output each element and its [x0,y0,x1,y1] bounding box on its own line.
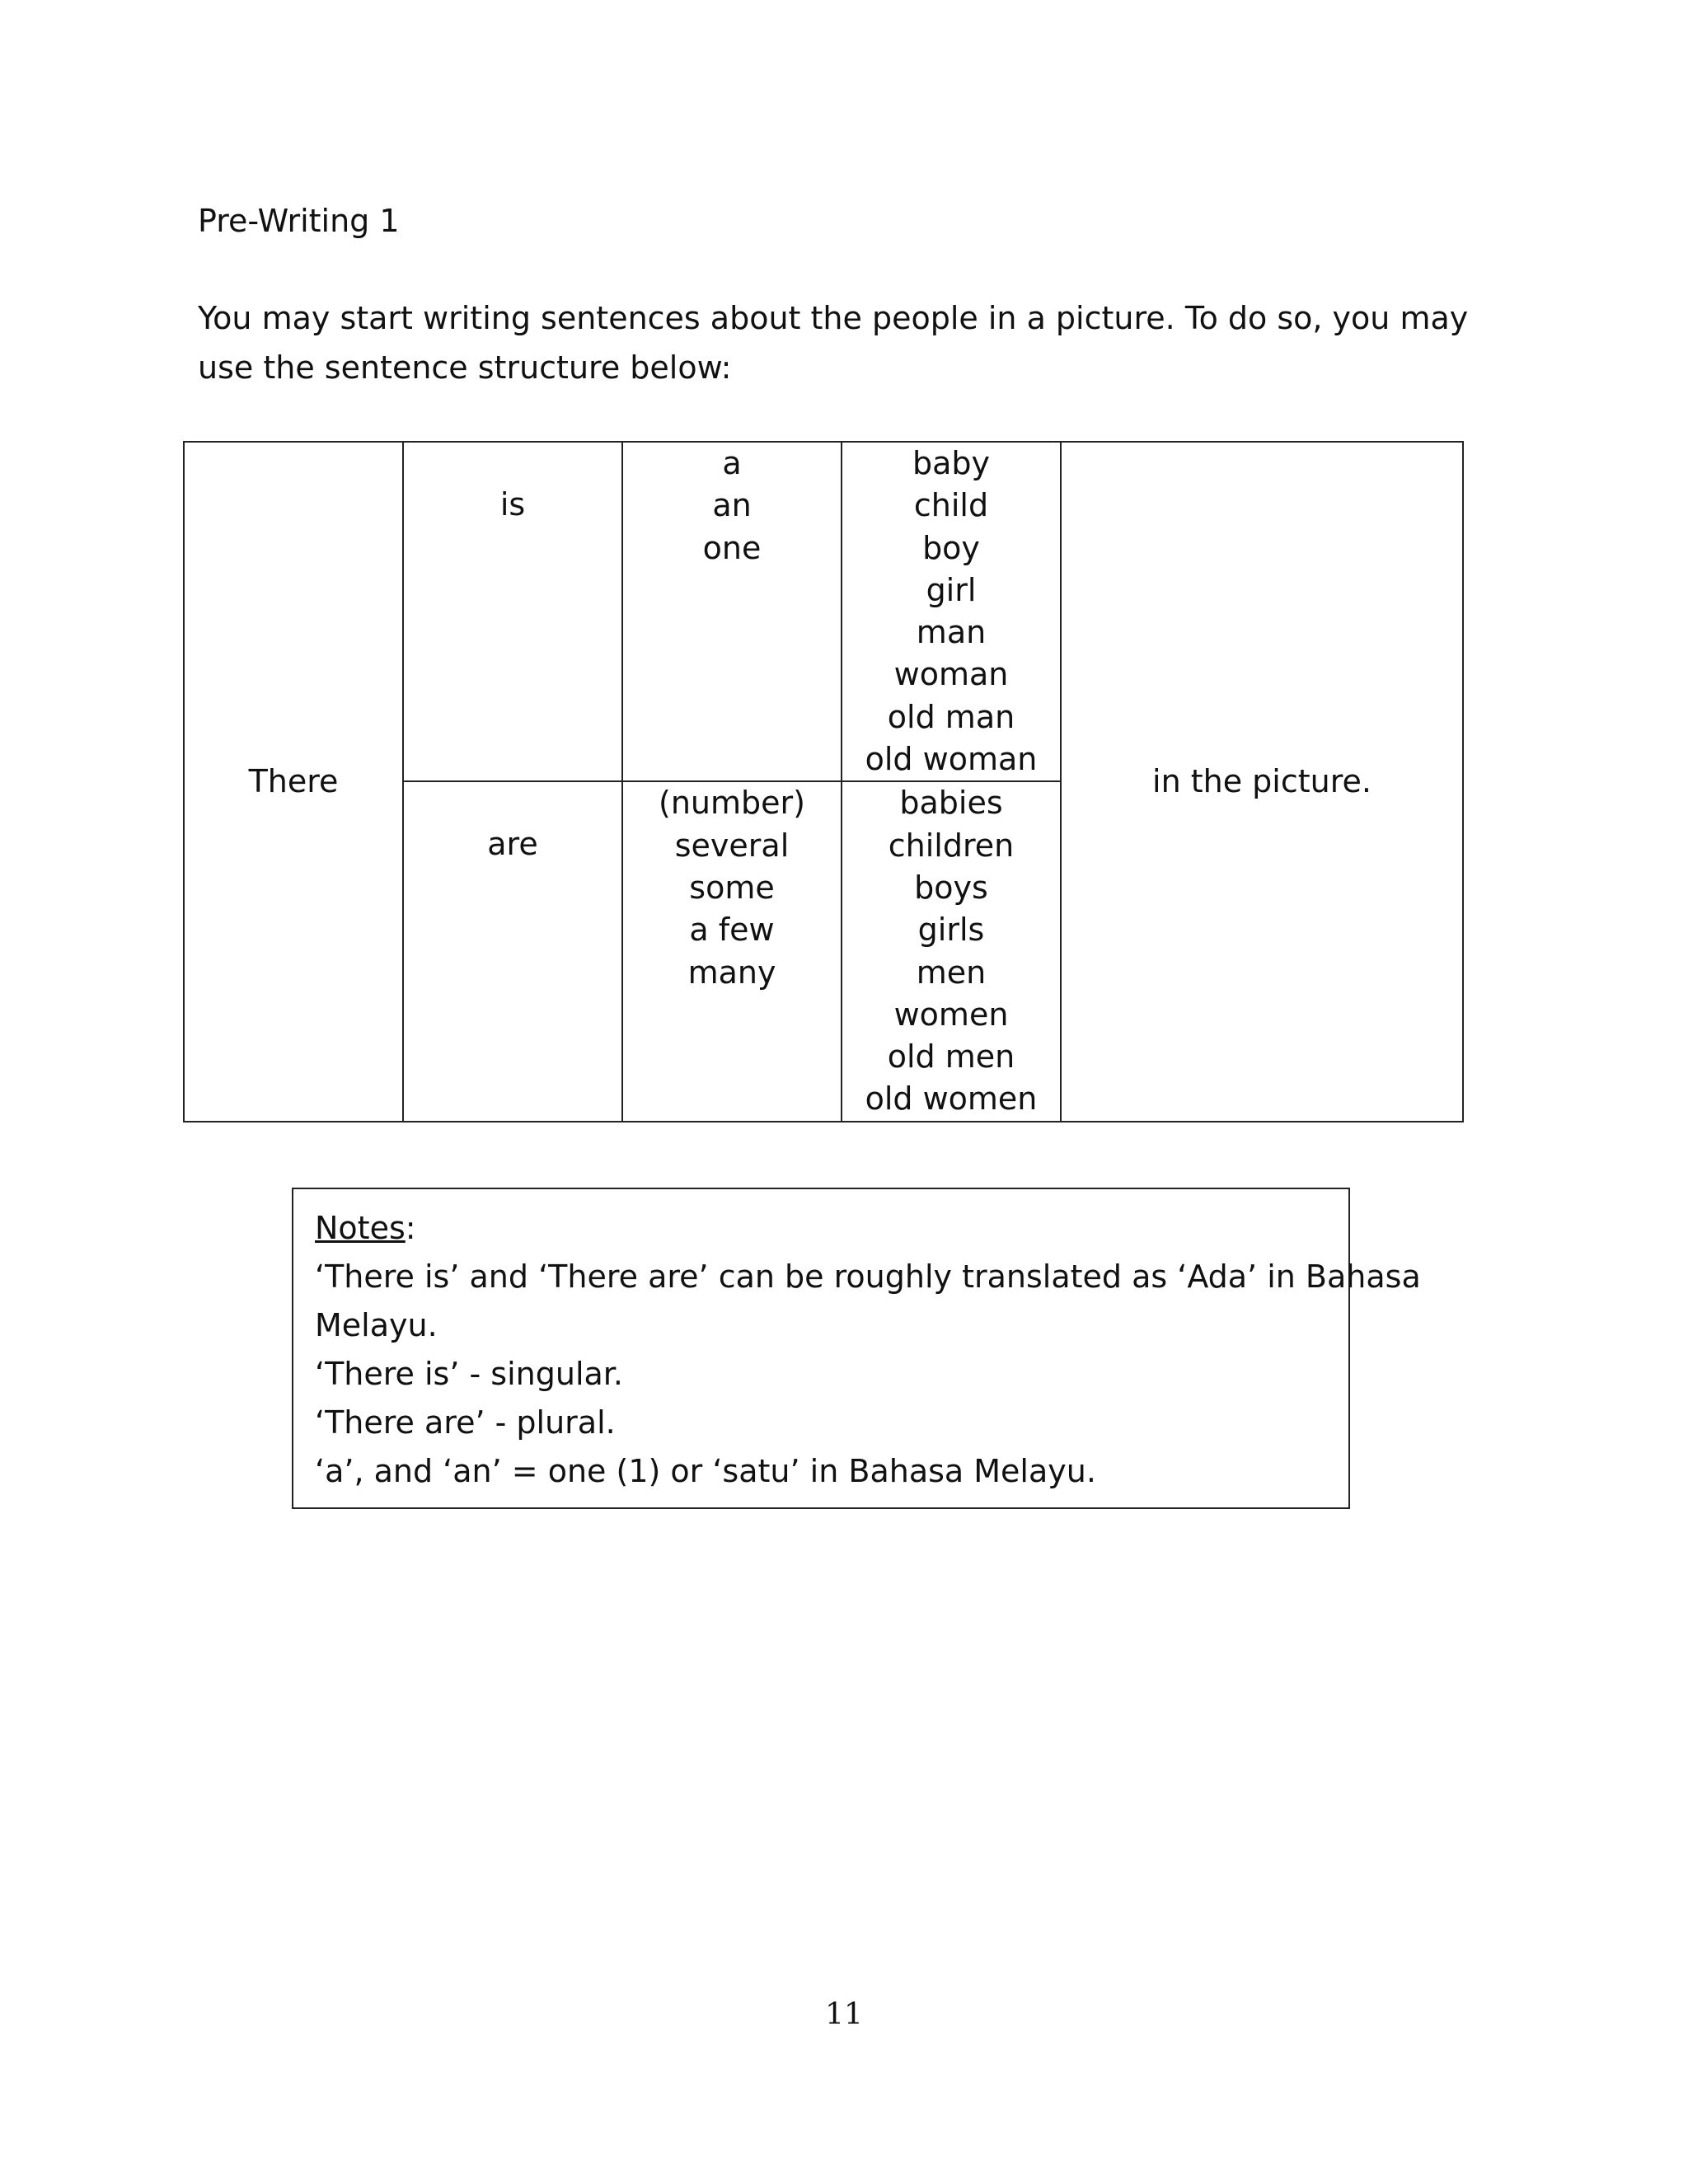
noun-item: girls [917,912,985,949]
noun-item: babies [899,785,1003,822]
verb-cell-plural [403,781,622,1121]
verb-is: is [499,486,526,523]
singular-row [184,442,1463,781]
noun-item: old men [887,1038,1015,1076]
notes-line: ‘There are’ - plural. [315,1404,616,1441]
noun-item: boy [922,529,980,566]
determiner-item: one [702,529,762,566]
notes-title-colon: : [405,1210,416,1246]
determiner-item: a few [689,912,775,949]
notes-heading [315,1204,1329,1253]
verb-cell-singular [403,442,622,781]
noun-item: old man [887,698,1015,735]
noun-item: men [916,954,987,991]
verb-are: are [487,826,538,863]
noun-item: child [913,487,989,524]
ending-cell [1061,442,1463,1122]
notes-line: ‘There is’ - singular. [315,1356,624,1392]
noun-item: children [888,827,1015,864]
notes-line: Melayu. [315,1307,438,1343]
page-heading: Pre-Writing 1 [198,203,400,239]
sentence-structure-table [183,441,1464,1122]
noun-item: old woman [865,741,1038,778]
notes-line: ‘There is’ and ‘There are’ can be roughly translated as ‘Ada’ in Bahasa [315,1258,1421,1295]
notes-box [292,1188,1421,1509]
page-number: 11 [825,1998,863,2032]
noun-item: baby [912,445,991,481]
determiner-item: (number) [659,785,805,822]
determiner-cell-plural [622,781,842,1121]
noun-item: woman [893,656,1009,693]
noun-item: girl [926,571,977,608]
subject-word: There [248,762,339,799]
subject-cell [184,442,403,1122]
determiner-cell-singular [622,442,842,781]
noun-cell-plural [842,781,1061,1121]
notes-line: ‘a’, and ‘an’ = one (1) or ‘satu’ in Bahasa Melayu. [315,1453,1096,1489]
noun-item: old women [865,1080,1038,1118]
noun-item: women [893,996,1009,1033]
notes-title: Notes [315,1210,406,1246]
determiner-item: some [689,869,775,906]
determiner-item: several [674,827,790,864]
intro-paragraph: You may start writing sentences about the people in a picture. To do so, you may use the sentence structure below: [198,300,1469,386]
noun-item: man [916,614,987,651]
ending-phrase: in the picture. [1152,762,1372,799]
determiner-item: an [712,487,752,524]
noun-item: boys [914,869,988,906]
determiner-item: many [687,954,776,991]
noun-cell-singular [842,442,1061,781]
determiner-item: a [722,445,742,481]
